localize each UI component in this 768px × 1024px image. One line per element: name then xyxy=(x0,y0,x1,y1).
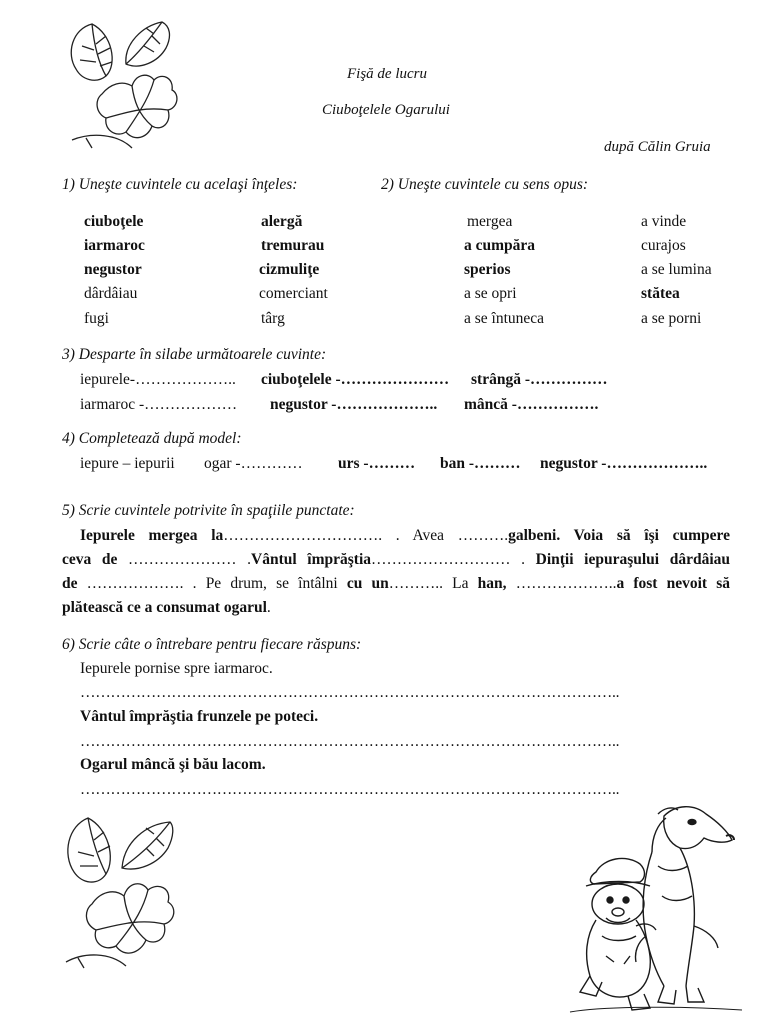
ex4-item: negustor -……………….. xyxy=(540,455,708,472)
ex5-text: a fost nevoit să xyxy=(616,575,730,592)
ex6-answer: Iepurele pornise spre iarmaroc. xyxy=(80,660,273,677)
ex1-left-word: ciuboţele xyxy=(84,213,144,230)
ex1-right-word: cizmuliţe xyxy=(259,261,320,278)
ex2-left-word: a se opri xyxy=(464,285,517,302)
ex6-instruction: 6) Scrie câte o întrebare pentru fiecare răspuns: xyxy=(62,636,362,653)
ex3-item: mâncă -……………. xyxy=(464,396,599,413)
ex1-left-word: dârdâiau xyxy=(84,285,138,302)
ex5-blank: ……………….. xyxy=(506,575,617,592)
ex5-text: La xyxy=(443,575,478,592)
ex2-right-word: a se porni xyxy=(641,310,702,327)
ex1-left-word: negustor xyxy=(84,261,142,278)
ex1-instruction: 1) Uneşte cuvintele cu acelaşi înţeles: xyxy=(62,176,298,193)
ex1-right-word: tremurau xyxy=(261,237,325,254)
ex1-right-word: alergă xyxy=(261,213,303,230)
ex5-text: ceva de xyxy=(62,551,118,568)
ex2-left-word: a cumpăra xyxy=(464,237,536,254)
author-line: după Călin Gruia xyxy=(604,139,711,155)
ex6-dotted-line: …………………………………………………………………………………………….. xyxy=(80,733,620,750)
ex5-blank: …………………………. . xyxy=(223,527,400,544)
ex5-text: Vântul împrăştia xyxy=(251,551,372,568)
leaves-illustration-bottom xyxy=(58,812,188,970)
ex2-left-word: a se întuneca xyxy=(464,310,545,327)
ex6-dotted-line: …………………………………………………………………………………………….. xyxy=(80,684,620,701)
ex1-left-word: fugi xyxy=(84,310,109,327)
ex4-item: ban -……… xyxy=(440,455,521,472)
worksheet-title: Fişă de lucru xyxy=(347,66,427,82)
ex5-text: Avea ………. xyxy=(399,527,509,544)
ex2-right-word: a se lumina xyxy=(641,261,712,278)
ex2-instruction: 2) Uneşte cuvintele cu sens opus: xyxy=(381,176,589,193)
ex5-text: galbeni. xyxy=(508,527,561,544)
ex3-item: ciuboţelele -………………… xyxy=(261,371,450,388)
ex5-text: Iepurele mergea la xyxy=(80,527,224,544)
ex3-item: iepurele-……………….. xyxy=(80,371,236,388)
ex4-model: iepure – iepurii xyxy=(80,455,175,472)
ex2-right-word: a vinde xyxy=(641,213,687,230)
ex1-left-word: iarmaroc xyxy=(84,237,145,254)
ex5-text: Pe drum, se întâlni xyxy=(196,575,347,592)
ex2-right-word: curajos xyxy=(641,237,686,254)
ex3-item: negustor -……………….. xyxy=(270,396,438,413)
ex5-blank: ……….. xyxy=(388,575,444,592)
ex1-right-word: târg xyxy=(261,310,285,327)
leaves-illustration-top xyxy=(62,14,187,154)
ex5-blank: ………………. . xyxy=(77,575,197,592)
ex5-paragraph xyxy=(62,524,730,620)
ex4-item: urs -……… xyxy=(338,455,416,472)
ex5-text: de xyxy=(62,575,78,592)
ex2-left-word: mergea xyxy=(467,213,513,230)
ex6-dotted-line: …………………………………………………………………………………………….. xyxy=(80,781,620,798)
ex5-instruction: 5) Scrie cuvintele potrivite în spaţiile punctate: xyxy=(62,502,355,519)
ex4-item: ogar -………… xyxy=(204,455,303,472)
worksheet-subtitle: Ciuboţelele Ogarului xyxy=(322,102,450,118)
ex3-item: iarmaroc -……………… xyxy=(80,396,238,413)
ex6-answer: Ogarul mâncă şi bău lacom. xyxy=(80,756,266,773)
ex5-text: Voia să îşi cumpere xyxy=(560,527,730,544)
ex3-item: strângă -…………… xyxy=(471,371,608,388)
ex5-text: cu un xyxy=(346,575,389,592)
ex5-text: . xyxy=(266,599,271,616)
ex1-right-word: comerciant xyxy=(259,285,328,302)
ex5-blank: ……………………… . xyxy=(371,551,526,568)
ex5-text: plătească ce a consumat ogarul xyxy=(62,599,267,616)
ex6-answer: Vântul împrăştia frunzele pe poteci. xyxy=(80,708,319,725)
ex2-left-word: sperios xyxy=(464,261,511,278)
rabbit-and-greyhound-illustration xyxy=(566,796,746,1016)
ex4-instruction: 4) Completează după model: xyxy=(62,430,242,447)
ex3-instruction: 3) Desparte în silabe următoarele cuvinte: xyxy=(62,346,327,363)
ex5-text: han, xyxy=(477,575,507,592)
ex5-text: Dinţii iepuraşului dârdâiau xyxy=(525,551,731,568)
ex5-blank: ………………… . xyxy=(117,551,252,568)
ex2-right-word: stătea xyxy=(641,285,680,302)
